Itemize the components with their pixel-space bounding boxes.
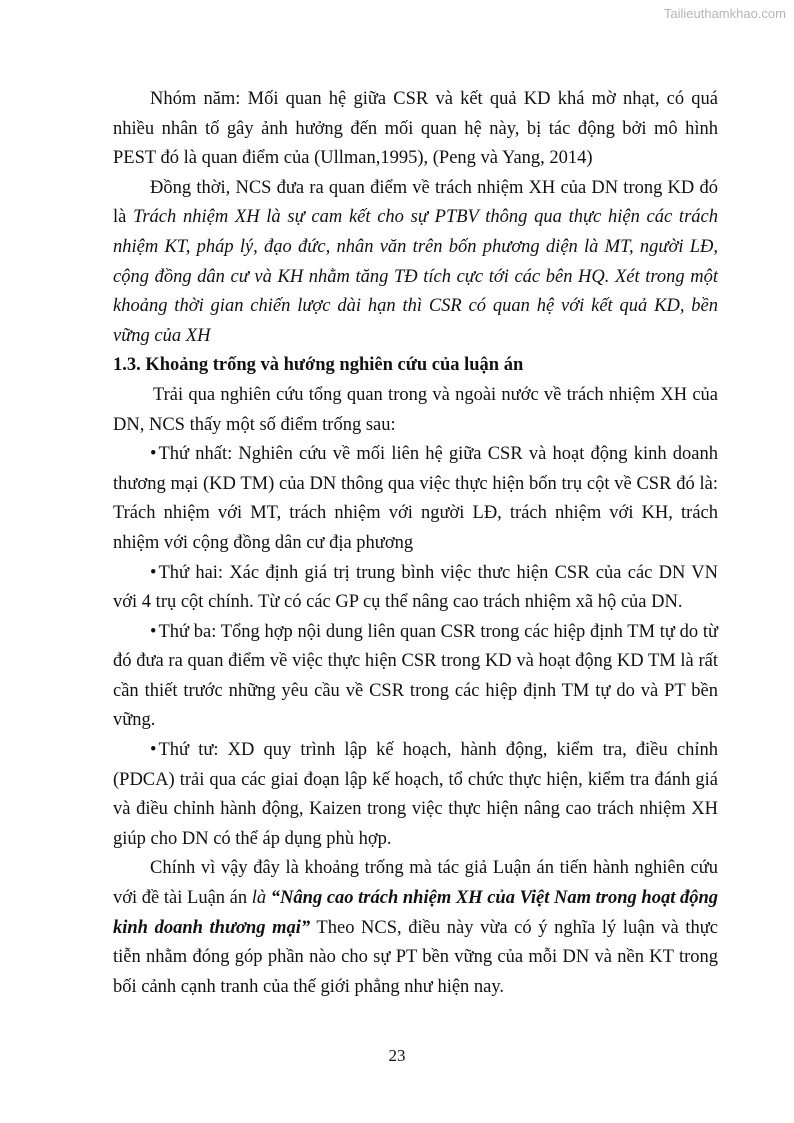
list-item-text: Thứ nhất: Nghiên cứu về mối liên hệ giữa CSR và hoạt động kinh doanh thương mại (KD TM) của DN thông qua việc thực hiện bốn trụ cột về CSR đó là: Trách nhiệm với MT, trách nhiệm với người LĐ, trách nhiệm với KH, trách nhiệm với cộng đồng dân cư địa phương: [113, 444, 718, 553]
paragraph-csr-definition: [113, 174, 718, 352]
paragraph-group-five: Nhóm năm: Mối quan hệ giữa CSR và kết quả KD khá mờ nhạt, có quá nhiều nhân tố gây ảnh hưởng đến mối quan hệ này, bị tác động bởi mô hình PEST đó là quan điểm của (Ullman,1995), (Peng và Yang, 2014): [113, 89, 718, 169]
closing-paragraph: [113, 854, 718, 1002]
watermark: Tailieuthamkhao.com: [663, 6, 786, 21]
document-body: [113, 85, 718, 1002]
definition-italic: Trách nhiệm XH là sự cam kết cho sự PTBV thông qua thực hiện các trách nhiệm KT, pháp lý, đạo đức, nhân văn trên bốn phương diện là MT, người LĐ, cộng đồng dân cư và KH nhằm tăng TĐ tích cực tới các bên HQ. Xét trong một khoảng thời gian chiến lược dài hạn thì CSR có quan hệ với kết quả KD, bền vững của XH: [113, 207, 718, 346]
list-item: [113, 618, 718, 736]
bullet-icon: •: [150, 562, 157, 583]
section-intro: Trải qua nghiên cứu tổng quan trong và ngoài nước về trách nhiệm XH của DN, NCS thấy một số điểm trống sau:: [113, 384, 718, 435]
thesis-title: “Nâng cao trách nhiệm XH của Việt Nam trong hoạt động kinh doanh thương mại”: [113, 888, 719, 938]
list-item: [113, 440, 718, 558]
list-item-text: Thứ ba: Tổng hợp nội dung liên quan CSR trong các hiệp định TM tự do từ đó đưa ra quan điểm về việc thực hiện CSR trong KD và hoạt động KD TM là rất cần thiết trước những yêu cầu về CSR trong các hiệp định TM tự do và PT bền vững.: [113, 621, 718, 731]
bullet-icon: •: [150, 444, 157, 465]
closing-text-c: Theo NCS, điều này vừa có ý nghĩa lý luận và thực tiễn nhằm đóng góp phần nào cho sự PT bền vững của mỗi DN và nền KT trong bối cảnh cạnh tranh của thế giới phẳng như hiện nay.: [113, 917, 719, 997]
closing-text-b: là: [251, 888, 271, 909]
bullet-icon: •: [150, 740, 157, 761]
list-item: [113, 736, 718, 854]
list-item-text: Thứ hai: Xác định giá trị trung bình việc thưc hiện CSR của các DN VN với 4 trụ cột chính. Từ có các GP cụ thể nâng cao trách nhiệm xã hộ của DN.: [113, 562, 718, 613]
list-item-text: Thứ tư: XD quy trình lập kế hoạch, hành động, kiểm tra, điều chỉnh (PDCA) trải qua các giai đoạn lập kế hoạch, tổ chức thực hiện, kiểm tra đánh giá và điều chỉnh hành động, Kaizen trong việc thực hiện nâng cao trách nhiệm XH giúp cho DN có thể áp dụng phù hợp.: [113, 740, 718, 849]
list-item: [113, 559, 718, 618]
closing-text-a: Chính vì vậy đây là khoảng trống mà tác giả Luận án tiến hành nghiên cứu với đề tài Luận án: [113, 858, 718, 909]
page-number: 23: [388, 1046, 406, 1065]
section-heading: 1.3. Khoảng trống và hướng nghiên cứu của luận án: [113, 355, 524, 376]
bullet-icon: •: [150, 621, 157, 642]
definition-lead: Đồng thời, NCS đưa ra quan điểm về trách nhiệm XH của DN trong KD đó là: [113, 177, 718, 228]
